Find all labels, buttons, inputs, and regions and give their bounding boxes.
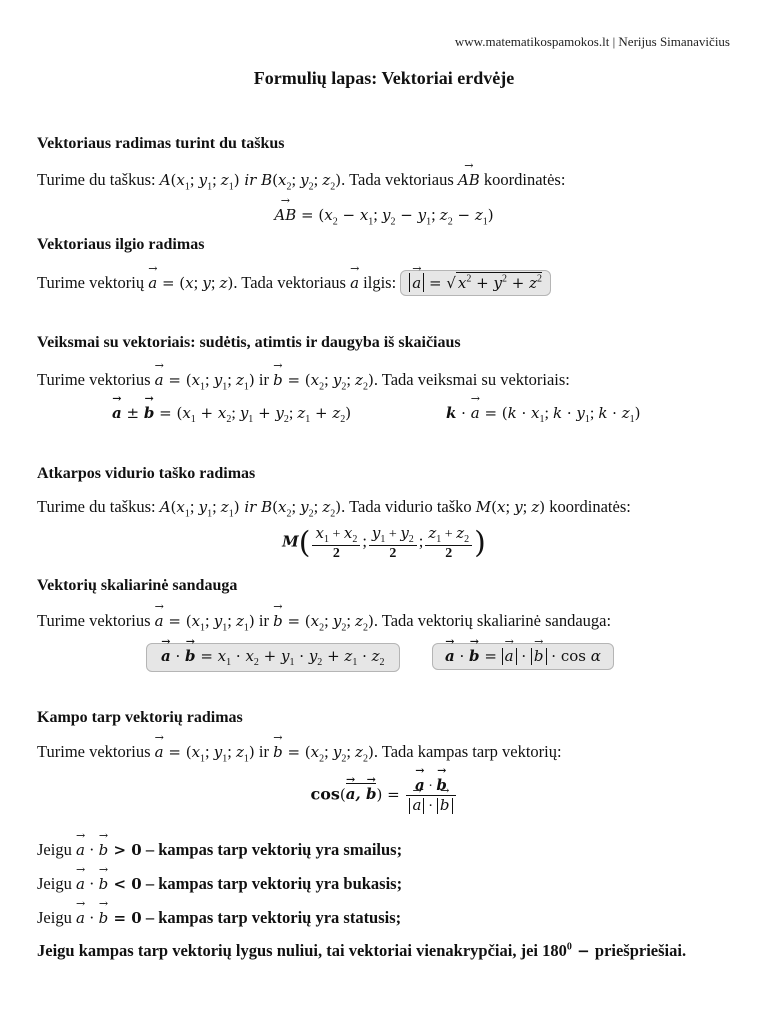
case-acute: Jeigu → a · → b > 0 – kampas tarp vektorių yra smailus; [37,840,402,860]
section-heading-5: Vektorių skaliarinė sandauga [37,577,238,594]
section-1-text: Turime du taškus: $A(x_1$; $y_1$; $z_1$) ir $B(x_2$; $y_2$; $z_2$). Tada vektoriaus → AB koordinatės: [37,170,565,192]
section-heading-4: Atkarpos vidurio taško radimas [37,465,256,482]
page-title: Formulių lapas: Vektoriai erdvėje [253,68,515,88]
section-2-text: Turime vektorių → a = (x; y; z). Tada vektoriaus → a ilgis: → a = √ $x^2 + y^2 + z^2$ [37,270,551,296]
section-4-text: Turime du taškus: $A(x_1$; $y_1$; $z_1$) ir $B(x_2$; $y_2$; $z_2$). Tada vidurio taško M(x; y; z) koordinatės: [37,497,631,520]
final-note: Jeigu kampas tarp vektorių lygus nuliui, tai vektoriai vienakrypčiai, jei $180^0$ − priešpriešiai. [37,941,687,960]
section-heading-2: Vektoriaus ilgio radimas [37,236,205,253]
site-header: www.matematikospamokos.lt | Nerijus Simanavičius [454,34,730,49]
section-5-text: Turime vektorius → $a = (x_1$; $y_1$; $z_1$) ir → $b = (x_2$; $y_2$; $z_2$). Tada vektorių skaliarinė sandauga: [37,611,611,633]
section-3-text: Turime vektorius → $a = (x_1$; $y_1$; $z_1$) ir → $b = (x_2$; $y_2$; $z_2$). Tada veiksmai su vektoriais: [37,370,570,392]
case-right: Jeigu → a · → b = 0 – kampas tarp vektorių yra statusis; [37,908,401,928]
section-heading-6: Kampo tarp vektorių radimas [37,709,243,726]
formula-scalar-multiplication: k · → $a = (k \cdot x_1$; $k \cdot y_1$; $k \cdot z_1$) [446,404,640,425]
formula-midpoint: M( $\frac{x_1 + x_2}{2}$ ; $\frac{y_1 + y_2}{2}$ ; $\frac{z_1 + z_2}{2}$ ) [282,524,486,561]
formula-ab-coordinates: → AB = ($x_2 - x_1$; $y_2 - y_1$; $z_2 - z_1$) [0,205,768,227]
formula-angle-cosine: cos(→ a, → b) = → a · → b → a · → b [0,776,768,815]
formula-vector-length: → a = √ $x^2 + y^2 + z^2$ [400,270,551,296]
section-6-text: Turime vektorius → $a = (x_1$; $y_1$; $z_1$) ir → $b = (x_2$; $y_2$; $z_2$). Tada kampas tarp vektorių: [37,742,562,764]
section-heading-1: Vektoriaus radimas turint du taškus [37,135,285,152]
formula-dot-product-coordinates: → a · → $b = x_1 \cdot x_2 + y_1 \cdot y_2 + z_1 \cdot z_2$ [146,643,400,672]
case-obtuse: Jeigu → a · → b < 0 – kampas tarp vektorių yra bukasis; [37,874,402,894]
formula-vector-sum: → a ± → $b = (x_1 + x_2$; $y_1 + y_2$; $z_1 + z_2$) [112,404,351,425]
section-heading-3: Veiksmai su vektoriais: sudėtis, atimtis ir daugyba iš skaičiaus [37,334,461,351]
formula-dot-product-angle: → a · → b = → a · → b · cos α [432,643,614,670]
